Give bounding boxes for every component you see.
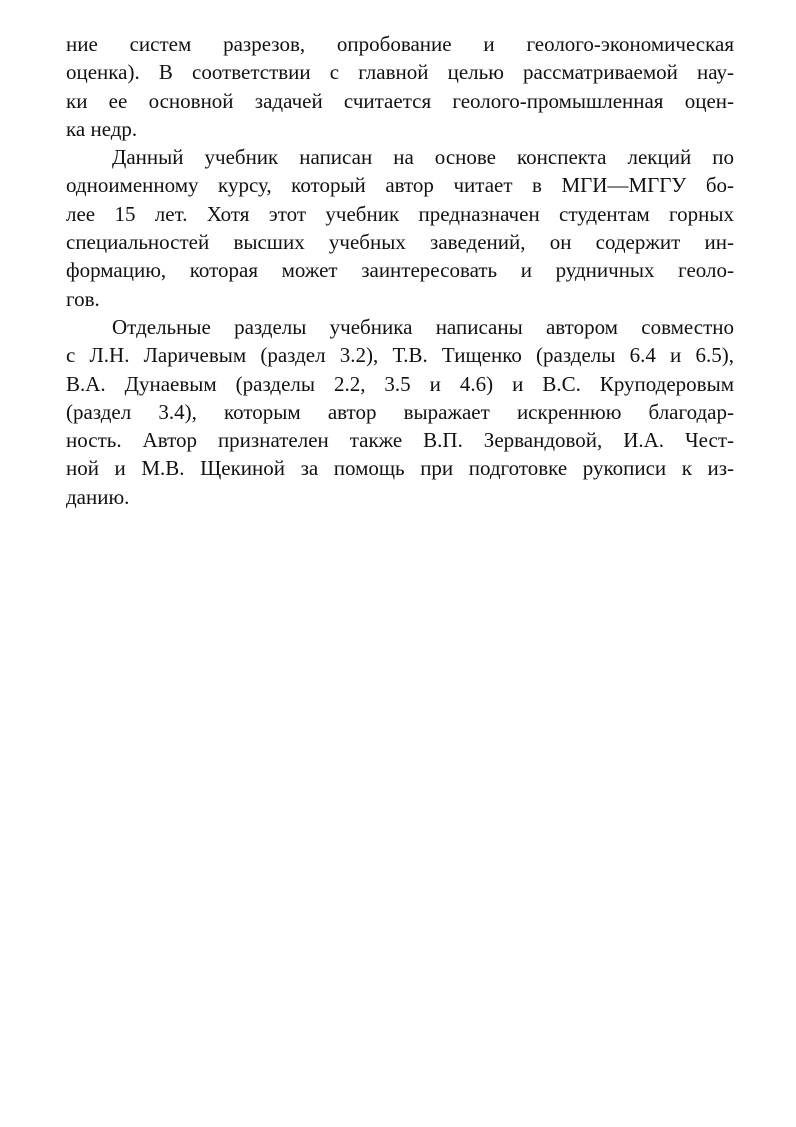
text-line: формацию, которая может заинтересовать и рудничных геоло- — [66, 258, 734, 283]
text-line: специальностей высших учебных заведений, он содержит ин- — [66, 230, 734, 255]
text-line: В.А. Дунаевым (разделы 2.2, 3.5 и 4.6) и В.С. Круподеровым — [66, 371, 734, 396]
text-line: гов. — [66, 286, 100, 311]
text-line: ние систем разрезов, опробование и геолого-экономическая — [66, 32, 734, 56]
paragraph-acknowledgements — [66, 313, 734, 511]
text-line: Отдельные разделы учебника написаны автором совместно — [112, 314, 734, 339]
text-line: оценка). В соответствии с главной целью рассматриваемой нау- — [66, 60, 734, 85]
text-line: ность. Автор признателен также В.П. Зервандовой, И.А. Чест- — [66, 428, 734, 453]
text-line: ка недр. — [66, 116, 138, 141]
text-line: с Л.Н. Ларичевым (раздел 3.2), Т.В. Тищенко (разделы 6.4 и 6.5), — [66, 343, 734, 368]
text-line: Данный учебник написан на основе конспекта лекций по — [112, 145, 734, 170]
paragraph-continuation — [66, 30, 734, 143]
text-line: ки ее основной задачей считается геолого-промышленная оцен- — [66, 88, 734, 113]
text-line: данию. — [66, 484, 130, 509]
text-line: одноименному курсу, который автор читает в МГИ—МГГУ бо- — [66, 173, 734, 198]
text-line: ной и М.В. Щекиной за помощь при подготовке рукописи к из- — [66, 456, 734, 481]
text-line: лее 15 лет. Хотя этот учебник предназначен студентам горных — [66, 201, 734, 226]
text-line: (раздел 3.4), которым автор выражает искреннюю благодар- — [66, 399, 734, 424]
paragraph-textbook-basis — [66, 143, 734, 313]
document-page — [66, 30, 734, 511]
